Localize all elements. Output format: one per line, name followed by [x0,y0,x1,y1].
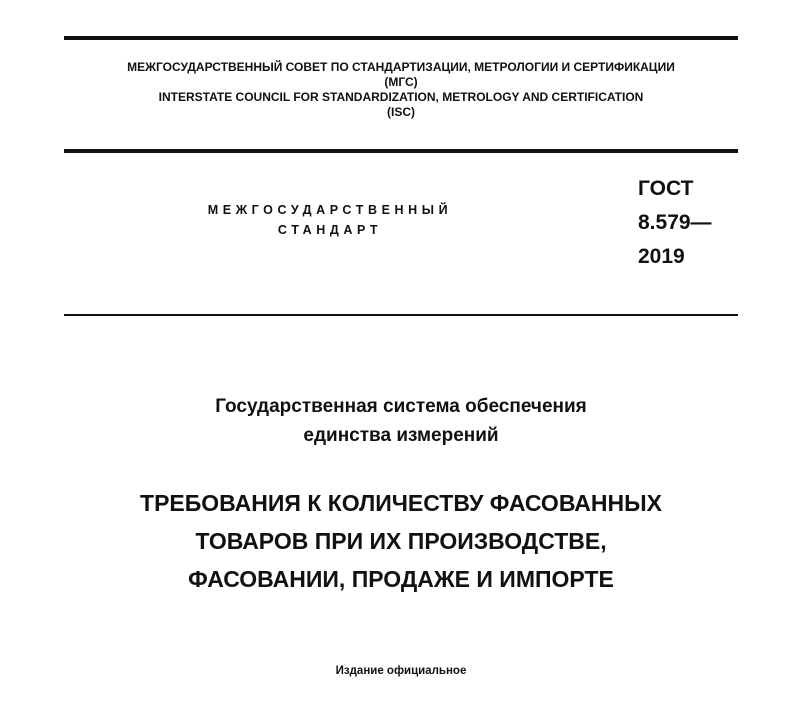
designation-line3: 2019 [638,245,685,268]
council-abbr-en: (ISC) [387,105,415,119]
council-name-ru: МЕЖГОСУДАРСТВЕННЫЙ СОВЕТ ПО СТАНДАРТИЗАЦИИ, МЕТРОЛОГИИ И СЕРТИФИКАЦИИ [127,60,675,74]
subtitle-line1: Государственная система обеспечения [215,396,587,417]
bottom-rule [64,314,738,316]
standard-label-line1: МЕЖГОСУДАРСТВЕННЫЙ [207,203,453,217]
designation-line2: 8.579— [638,211,712,234]
subtitle-line2: единства измерений [303,425,499,446]
council-abbr-ru: (МГС) [384,75,418,89]
council-header [64,60,738,120]
document-title [64,484,738,598]
council-name-en: INTERSTATE COUNCIL FOR STANDARDIZATION, METROLOGY AND CERTIFICATION [158,90,644,104]
title-line2: ТОВАРОВ ПРИ ИХ ПРОИЗВОДСТВЕ, [195,528,607,554]
designation-line1: ГОСТ [638,177,694,200]
standard-label-line2: СТАНДАРТ [277,223,383,237]
standard-designation [638,172,712,274]
title-line3: ФАСОВАНИИ, ПРОДАЖЕ И ИМПОРТЕ [188,566,614,592]
top-rule [64,36,738,40]
middle-rule [64,149,738,153]
title-line1: ТРЕБОВАНИЯ К КОЛИЧЕСТВУ ФАСОВАННЫХ [140,490,662,516]
document-subtitle [64,392,738,450]
standard-label [150,200,510,240]
edition-note: Издание официальное [335,665,467,677]
